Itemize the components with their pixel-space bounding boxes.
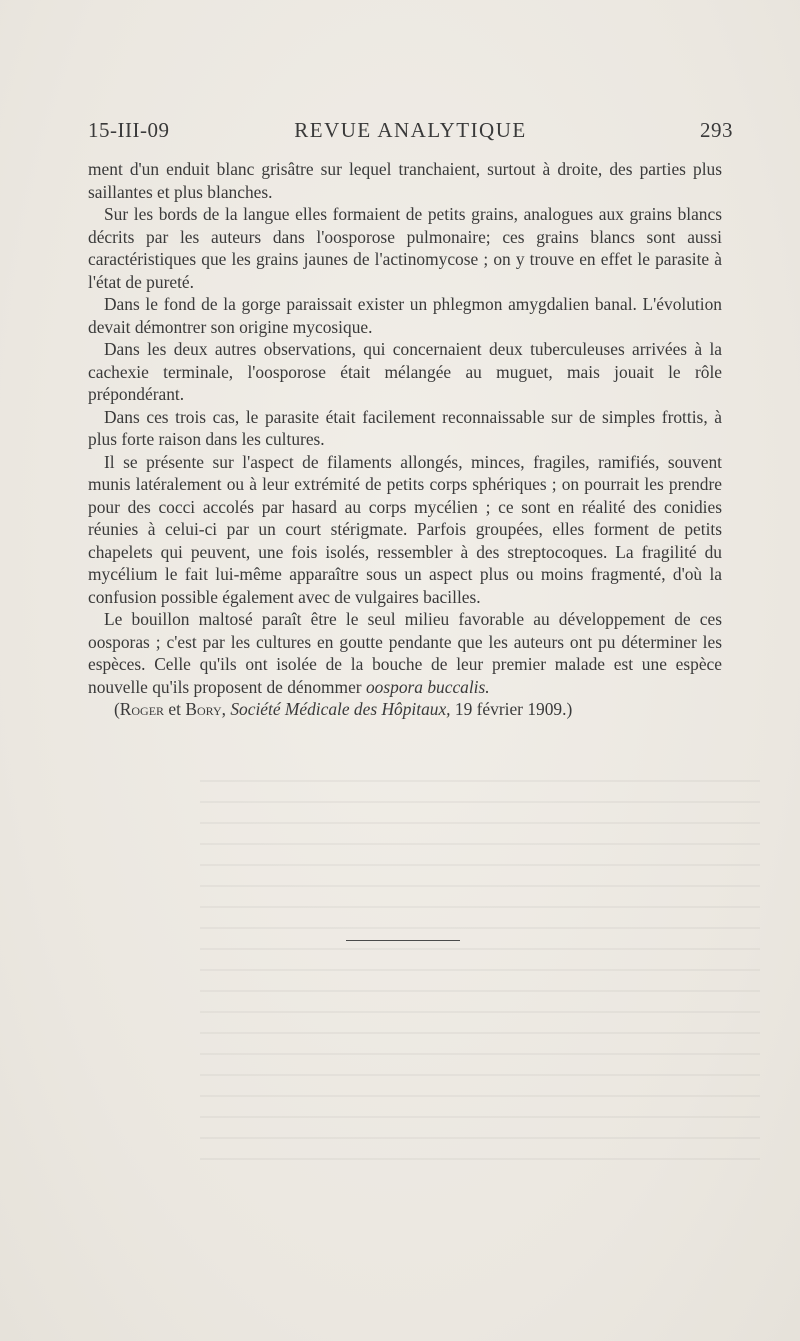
reference-open-paren: ( — [114, 699, 120, 719]
species-name: oospora buccalis. — [365, 676, 490, 697]
paragraph-4: Dans les deux autres observations, qui concernaient deux tuberculeuses arrivées à la cachexie terminale, l'oosporose était mélangée au muguet, mais jouait le rôle prépondérant. — [88, 339, 722, 404]
paragraph-7 — [88, 608, 722, 698]
running-header — [88, 118, 733, 148]
header-date: 15-III-09 — [88, 118, 170, 142]
section-divider — [346, 940, 460, 941]
paragraph-1: ment d'un enduit blanc grisâtre sur lequel tranchaient, surtout à droite, des parties plus saillantes et plus blanches. — [88, 159, 722, 202]
paragraph-2: Sur les bords de la langue elles formaient de petits grains, analogues aux grains blancs décrits par les auteurs dans l'oosporose pulmonaire; ces grains blancs sont aussi caractéristiques que les grains jaunes de l'actinomycose ; on y trouve en effet le parasite à l'état de pureté. — [88, 204, 722, 292]
paragraph-7-text: Le bouillon maltosé paraît être le seul milieu favorable au développement de ces oosporas ; c'est par les cultures en goutte pendante que les auteurs ont pu déterminer les espèces. Celle qu'ils ont isolée de la bouche de leur premier malade est une espèce nouvelle qu'ils proposent de dénommer — [88, 609, 722, 697]
article-body — [88, 158, 722, 721]
reference-society: Société Médicale des Hôpitaux, — [230, 699, 451, 719]
reference-date: 19 février 1909.) — [454, 699, 573, 719]
paragraph-5: Dans ces trois cas, le parasite était facilement reconnaissable sur de simples frottis, à plus forte raison dans les cultures. — [88, 406, 722, 449]
reference-author-2: Bory, — [185, 699, 226, 719]
paragraph-3: Dans le fond de la gorge paraissait exister un phlegmon amygdalien banal. L'évolution devait démontrer son origine mycosique. — [88, 294, 722, 337]
reference-author-1: Roger — [119, 699, 165, 719]
header-journal-title: REVUE ANALYTIQUE — [294, 118, 527, 142]
paragraph-6: Il se présente sur l'aspect de filaments allongés, minces, fragiles, ramifiés, souvent munis latéralement ou à leur extrémité de petits corps sphériques ; on pourrait les prendre pour des cocci accolés par hasard au corps mycélien ; ce sont en réalité des conidies réunies à celui-ci par un court stérigmate. Parfois groupées, elles forment de petits chapelets qui peuvent, une fois isolés, ressembler à des streptocoques. La fragilité du mycélium le fait lui-même apparaître sous un aspect plus ou moins fragmenté, d'où la confusion possible également avec de vulgaires bacilles. — [88, 451, 722, 607]
bleed-through-texture — [200, 780, 760, 1160]
reference-line — [88, 698, 722, 721]
reference-conjunction: et — [168, 699, 181, 719]
header-page-number: 293 — [700, 118, 733, 142]
